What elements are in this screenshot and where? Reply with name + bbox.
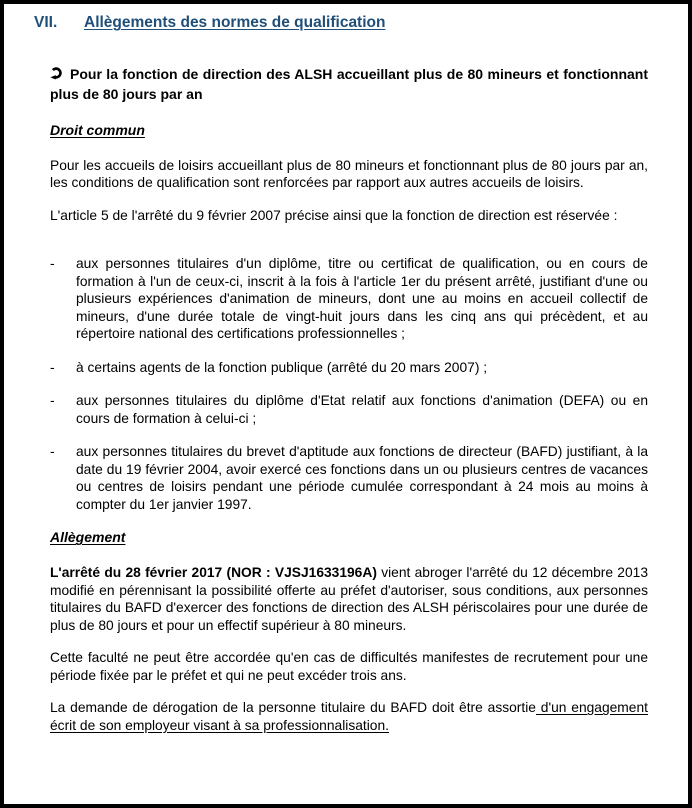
document-page (4, 4, 688, 804)
dash-bullet: - (50, 359, 55, 375)
subheading-allegement: Allègement (50, 529, 126, 546)
subheading-droit-commun: Droit commun (50, 121, 145, 138)
paragraph-text: vient abroger l'arrêté du 12 décembre 2013 modifié en pérennisant la possibilité offerte au préfet d'autoriser, sous conditions, aux personnes titulaires du BAFD d'exercer des fonctions de direction des ALSH périscolaires pour une durée de plus de 80 jours et pour un effectif supérieur à 80 mineurs. (50, 565, 649, 633)
decree-reference-bold: L'arrêté du 28 février 2017 (NOR : VJSJ1633196A) (50, 565, 377, 581)
circular-arrow-icon (50, 65, 63, 78)
paragraph-text: La demande de dérogation de la personne titulaire du BAFD doit être assortie (50, 700, 536, 716)
dash-bullet: - (50, 256, 55, 272)
intro-text: Pour la fonction de direction des ALSH accueillant plus de 80 mineurs et fonctionnant plus de 80 jours par an (50, 65, 648, 102)
paragraph: Cette faculté ne peut être accordée qu'en cas de difficultés manifestes de recrutement pour une période fixée par le préfet et qui ne peut excéder trois ans. (50, 650, 648, 683)
intro-paragraph (50, 64, 648, 104)
list-item-text: aux personnes titulaires d'un diplôme, titre ou certificat de qualification, ou en cours de formation à l'un de ceux-ci, inscrit à la fois à l'article 1er du présent arrêté, justifiant d'une ou plusieurs expériences d'animation de mineurs, dont une au moins en accueil collectif de mineurs, d'une durée totale de vingt-huit jours dans les cinq ans qui précèdent, et au répertoire national des certifications professionnelles ; (76, 256, 648, 342)
section-heading (34, 14, 648, 32)
paragraph (50, 564, 648, 634)
bullet-list (50, 255, 648, 513)
list-item (50, 392, 648, 427)
paragraph (50, 699, 648, 734)
paragraph: L'article 5 de l'arrêté du 9 février 2007 précise ainsi que la fonction de direction est réservée : (50, 207, 618, 223)
dash-bullet: - (50, 393, 55, 409)
section-title: Allègements des normes de qualification (84, 14, 386, 31)
list-item-text: à certains agents de la fonction publique (arrêté du 20 mars 2007) ; (76, 359, 488, 375)
list-item (50, 359, 648, 377)
list-item-text: aux personnes titulaires du diplôme d'Etat relatif aux fonctions d'animation (DEFA) ou en cours de formation à celui-ci ; (76, 393, 648, 426)
section-number: VII. (34, 14, 58, 31)
list-item (50, 443, 648, 513)
paragraph: Pour les accueils de loisirs accueillant plus de 80 mineurs et fonctionnant plus de 80 jours par an, les conditions de qualification sont renforcées par rapport aux autres accueils de loisirs. (50, 157, 648, 191)
dash-bullet: - (50, 444, 55, 460)
underlined-commitment-text: d'un engagement écrit de son employeur visant à sa professionnalisation. (50, 700, 648, 733)
list-item-text: aux personnes titulaires du brevet d'aptitude aux fonctions de directeur (BAFD) justifiant, à la date du 19 février 2004, avoir exercé ces fonctions dans un ou plusieurs centres de vacances ou centres de loisirs pendant une période cumulée correspondant à 24 mois au moins à compter du 1er janvier 1997. (76, 444, 648, 512)
spacer (50, 239, 648, 255)
list-item (50, 255, 648, 343)
